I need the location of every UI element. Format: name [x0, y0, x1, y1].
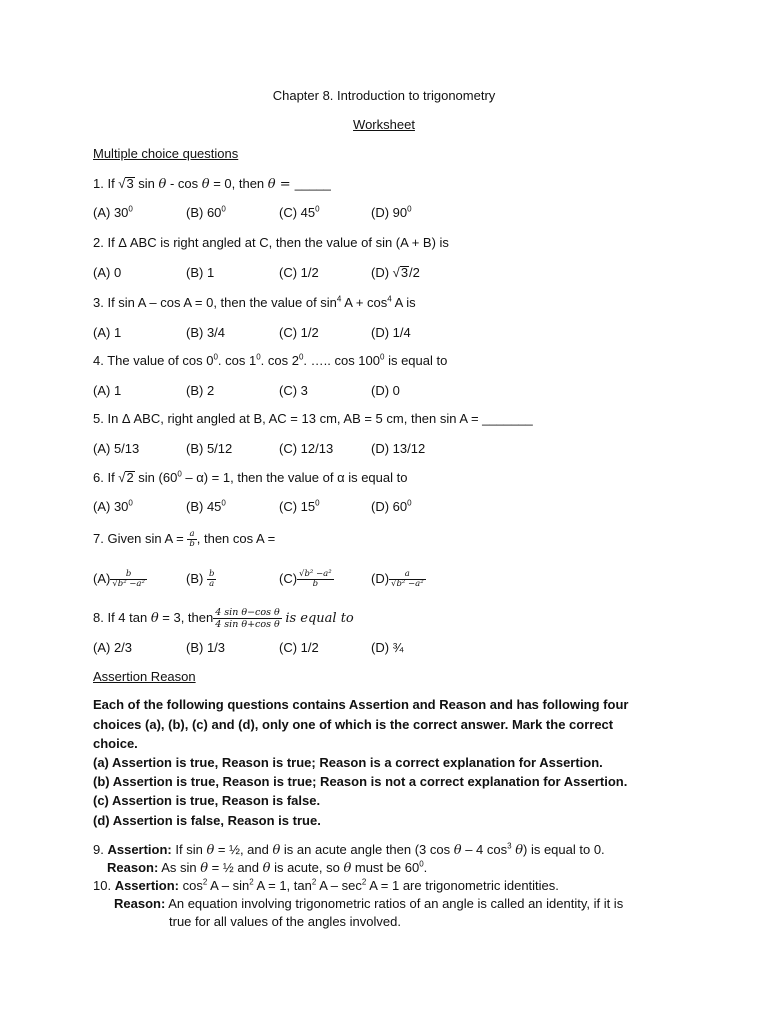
q2-option-b: (B) 1: [186, 265, 215, 280]
q1-eq: =: [275, 177, 295, 192]
q1-text-b: sin: [134, 176, 159, 191]
q1-text-c: - cos: [166, 176, 202, 191]
q1-theta-2: θ: [201, 177, 210, 192]
q4-option-a: (A) 1: [93, 383, 122, 398]
q5-option-b: (B) 5/12: [186, 441, 233, 456]
q1-blank: _____: [294, 176, 331, 191]
q3-option-b: (B) 3/4: [186, 325, 226, 340]
question-2: 2. If Δ ABC is right angled at C, then the value of sin (A + B) is: [93, 235, 449, 250]
ar-question-10-assertion: 10. Assertion: $\cos^2 A - \sin^2 A = 1$, $\tan^2 A - \sec^2 A = 1$ are trigonometric identities.: [93, 877, 559, 893]
ar-heading: Assertion Reason: [93, 669, 196, 684]
q6-option-a: (A) $30^0$: [93, 498, 133, 514]
q8-option-b: (B) 1/3: [186, 640, 226, 655]
ar-question-10-reason-cont: true for all values of the angles involved.: [169, 914, 401, 929]
q4-option-d: (D) 0: [371, 383, 400, 398]
q8-option-a: (A) 2/3: [93, 640, 133, 655]
q1-text-a: 1. If: [93, 176, 119, 191]
q6-option-c: (C) $15^0$: [279, 498, 320, 514]
q7-option-a: (A) $\frac{b}{\text{√b² −a²}}$: [93, 569, 145, 589]
q1-option-d: (D) $90^0$: [371, 204, 412, 220]
question-3: 3. If sin A – cos A = 0, then the value of $\sin^4 A + \cos^4 A$ is: [93, 294, 416, 310]
q6-option-d: (D) $60^0$: [371, 498, 412, 514]
ar-question-9-reason: Reason: As sin θ = ½ and θ is acute, so θ must be $60^0$.: [107, 859, 428, 876]
ar-intro-line-2: choices (a), (b), (c) and (d), only one of which is the correct answer. Mark the correct: [93, 717, 614, 732]
q7-option-c: (C) $\frac{\text{√b² −a²}}{b}$: [279, 569, 332, 589]
question-8: 8. If 4 tan θ = 3, then $\frac{\text{4 sin θ−cos θ}}{\text{4 sin θ+cos θ}}$ is equal to: [93, 607, 354, 630]
q1-theta-1: θ: [158, 177, 167, 192]
q7-fraction: $\frac{a}{b}$: [189, 529, 195, 549]
q1-option-b: (B) $60^0$: [186, 204, 226, 220]
question-4: 4. The value of $\cos 0^0$. $\cos 1^0$. $\cos 2^0$. ….. $\cos 100^0$ is equal to: [93, 352, 448, 368]
question-5: 5. In Δ ABC, right angled at B, AC = 13 cm, AB = 5 cm, then sin A = _______: [93, 411, 533, 426]
q5-option-d: (D) 13/12: [371, 441, 426, 456]
q1-root: 3: [126, 176, 134, 191]
worksheet-title: [0, 117, 768, 133]
q4-option-b: (B) 2: [186, 383, 215, 398]
mcq-heading: Multiple choice questions: [93, 146, 239, 161]
question-7: 7. Given sin A = $\frac{a}{b}$ , then cos A =: [93, 529, 276, 549]
q8-option-c: (C) 1/2: [279, 640, 319, 655]
q3-option-c: (C) 1/2: [279, 325, 319, 340]
q1-theta-3: θ: [267, 177, 276, 192]
chapter-title: Chapter 8. Introduction to trigonometry: [272, 88, 496, 103]
q6-option-b: (B) $45^0$: [186, 498, 226, 514]
ar-question-10-reason: Reason: An equation involving trigonometric ratios of an angle is called an identity, if it is: [114, 896, 624, 911]
ar-intro-line-3: choice.: [93, 736, 138, 751]
q3-option-d: (D) 1/4: [371, 325, 411, 340]
q1-option-a: (A) $30^0$: [93, 204, 133, 220]
ar-choice-d: (d) Assertion is false, Reason is true.: [93, 813, 321, 828]
q1-option-c: (C) $45^0$: [279, 204, 320, 220]
ar-intro-line-1: Each of the following questions contains Assertion and Reason and has following four: [93, 697, 629, 712]
q5-option-a: (A) 5/13: [93, 441, 140, 456]
q8-fraction: $\frac{\text{4 sin θ−cos θ}}{\text{4 sin θ+cos θ}}$: [215, 607, 280, 630]
q7-option-b: (B) $\frac{b}{a}$: [186, 569, 215, 589]
q7-option-d: (D) $\frac{a}{\text{√b² −a²}}$: [371, 569, 424, 589]
q5-option-c: (C) 12/13: [279, 441, 334, 456]
q4-option-c: (C) 3: [279, 383, 308, 398]
ar-choice-a: (a) Assertion is true, Reason is true; Reason is a correct explanation for Assertion.: [93, 755, 603, 770]
q2-option-d: (D) √3/2: [371, 265, 420, 280]
q3-option-a: (A) 1: [93, 325, 122, 340]
question-6: 6. If √2 $\sin (60^0 - \alpha) = 1$, then the value of α is equal to: [93, 469, 408, 485]
worksheet-label: Worksheet: [353, 117, 415, 132]
q2-option-a: (A) 0: [93, 265, 122, 280]
q8-option-d: (D) ¾: [371, 640, 404, 655]
ar-question-9-assertion: 9. Assertion: If sin θ = ½, and θ is an acute angle then (3 cos θ – 4 $\cos^3 \theta$) is equal to 0.: [93, 841, 605, 858]
question-1: 1. If √3 sin θ - cos θ = 0, then θ = _____: [93, 176, 331, 192]
ar-choice-c: (c) Assertion is true, Reason is false.: [93, 793, 321, 808]
q1-text-d: = 0, then: [209, 176, 268, 191]
q2-option-c: (C) 1/2: [279, 265, 319, 280]
ar-choice-b: (b) Assertion is true, Reason is true; Reason is not a correct explanation for Assertion.: [93, 774, 628, 789]
